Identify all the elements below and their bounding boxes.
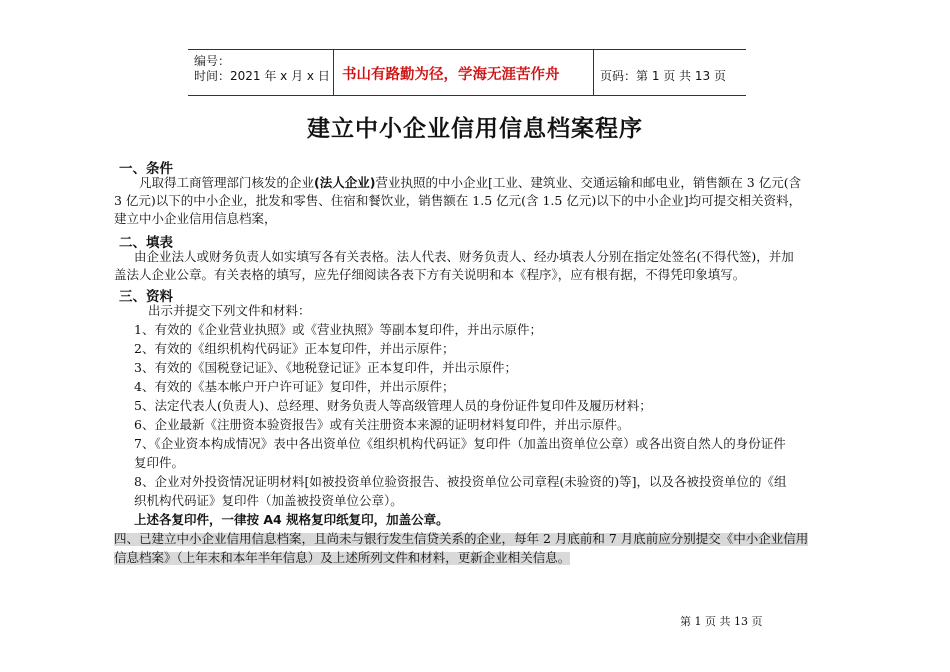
header-top-rule xyxy=(188,49,746,50)
material-item-8: 8、企业对外投资情况证明材料[如被投资单位验资报告、被投资单位公司章程(未验资的)等]，以及各被投资单位的《组 xyxy=(134,474,787,489)
section1-line-1-post: 营业执照的中小企业[工业、建筑业、交通运输和邮电业，销售额在 3 亿元(含 xyxy=(375,175,802,190)
section1-line-1-pre: 凡取得工商管理部门核发的企业 xyxy=(139,175,315,190)
material-item-5: 5、法定代表人(负责人)、总经理、财务负责人等高级管理人员的身份证件复印件及履历材料； xyxy=(134,398,652,413)
material-item-6: 6、企业最新《注册资本验资报告》或有关注册资本来源的证明材料复印件，并出示原件。 xyxy=(134,417,630,432)
section4-line-2: 信息档案》（上年末和本年半年信息）及上述所列文件和材料，更新企业相关信息。 xyxy=(114,550,571,565)
section-heading-materials: 三、资料 xyxy=(119,289,173,305)
material-item-1: 1、有效的《企业营业执照》或《营业执照》等副本复印件，并出示原件； xyxy=(134,322,542,337)
page-number-label: 页码：第 1 页 共 13 页 xyxy=(600,69,726,83)
legal-entity-emphasis: (法人企业) xyxy=(314,175,376,190)
material-item-8-cont: 织机构代码证》复印件（加盖被投资单位公章）。 xyxy=(134,493,403,508)
header-motto: 书山有路勤为径，学海无涯苦作舟 xyxy=(342,67,560,83)
doc-number-label: 编号： xyxy=(194,54,231,68)
copy-requirement-note xyxy=(134,514,449,527)
page-footer: 第 1 页 共 13 页 xyxy=(680,615,763,628)
header-bottom-rule xyxy=(188,95,746,96)
header-divider-2 xyxy=(593,49,594,95)
section1-line-1 xyxy=(139,177,801,190)
header-divider-1 xyxy=(333,49,334,95)
section-heading-conditions: 一、条件 xyxy=(119,161,173,177)
material-item-3: 3、有效的《国税登记证》、《地税登记证》正本复印件，并出示原件； xyxy=(134,360,517,375)
section3-intro: 出示并提交下列文件和材料： xyxy=(148,303,311,318)
section2-line-2: 盖法人企业公章。有关表格的填写，应先仔细阅读各表下方有关说明和本《程序》，应有根有据，不得凭印象填写。 xyxy=(114,267,746,282)
section-heading-fill-form: 二、填表 xyxy=(119,235,173,251)
material-item-2: 2、有效的《组织机构代码证》正本复印件，并出示原件； xyxy=(134,341,455,356)
section2-line-1: 由企业法人或财务负责人如实填写各有关表格。法人代表、财务负责人、经办填表人分别在指定处签名(不得代签)，并加 xyxy=(134,249,794,264)
document-title: 建立中小企业信用信息档案程序 xyxy=(307,116,643,142)
copy-requirement-text: 上述各复印件，一律按 A4 规格复印纸复印，加盖公章。 xyxy=(134,512,449,527)
section4-line-1: 四、已建立中小企业信用信息档案，且尚未与银行发生信贷关系的企业，每年 2 月底前和 7 月底前应分别提交《中小企业信用 xyxy=(114,531,809,546)
section1-line-2: 3 亿元)以下的中小企业，批发和零售、住宿和餐饮业，销售额在 1.5 亿元(含 1.5 亿元)以下的中小企业]均可提交相关资料， xyxy=(114,193,802,208)
material-item-7-cont: 复印件。 xyxy=(134,455,185,470)
section1-line-3: 建立中小企业信用信息档案， xyxy=(114,211,277,226)
material-item-7: 7、《企业资本构成情况》表中各出资单位《组织机构代码证》复印件（加盖出资单位公章）或各出资自然人的身份证件 xyxy=(134,436,786,451)
material-item-4: 4、有效的《基本帐户开户许可证》复印件，并出示原件； xyxy=(134,379,455,394)
doc-time-label: 时间：2021 年 x 月 x 日 xyxy=(194,69,330,83)
